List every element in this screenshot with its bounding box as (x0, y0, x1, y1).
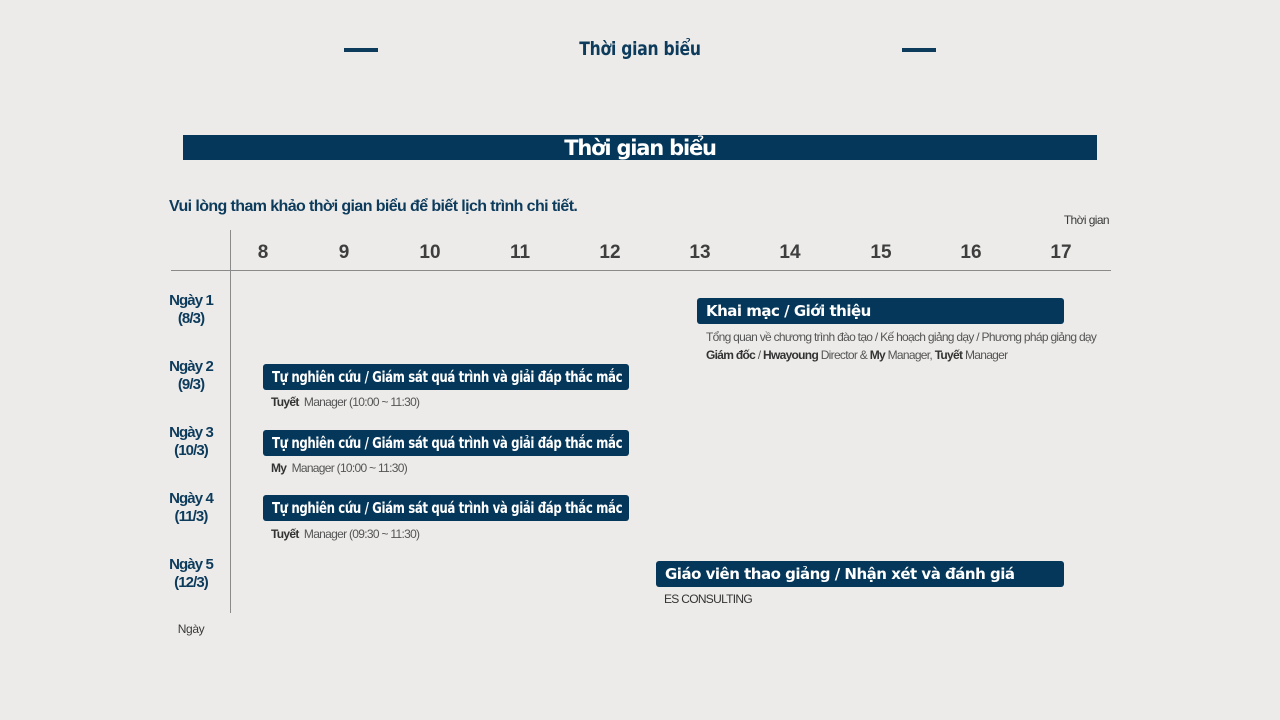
presenter-role: / (755, 348, 763, 362)
presenter-name: Tuyết (271, 395, 299, 409)
hour-label-15: 15 (870, 242, 892, 263)
day-date: (12/3) (174, 574, 208, 591)
hour-label-8: 8 (257, 242, 269, 263)
event-title: Tự nghiên cứu / Giám sát quá trình và giải đáp thắc mắc (272, 499, 623, 517)
event-description: Tổng quan về chương trình đào tạo / Kế hoạch giảng dạy / Phương pháp giảng dạy (706, 330, 1097, 344)
presenter-name: My (271, 461, 287, 475)
event-bar-opening (697, 298, 1064, 324)
day-name: Ngày 4 (169, 490, 213, 507)
day-name: Ngày 3 (169, 424, 213, 441)
day-label-5 (160, 556, 222, 592)
day-axis-label: Ngày (177, 622, 205, 636)
hour-label-13: 13 (689, 242, 711, 263)
event-title: Tự nghiên cứu / Giám sát quá trình và giải đáp thắc mắc (272, 434, 623, 452)
event-bar-self-study (263, 495, 629, 521)
day-date: (10/3) (174, 442, 208, 459)
banner-title: Thời gian biểu (564, 135, 716, 160)
day-date: (9/3) (177, 376, 205, 393)
page-title: Thời gian biểu (579, 38, 701, 60)
presenter-role: Director & (818, 348, 870, 362)
hour-label-12: 12 (599, 242, 621, 263)
event-presenter (271, 395, 419, 409)
event-presenter (664, 592, 752, 606)
schedule-intro: Vui lòng tham khảo thời gian biểu để biết lịch trình chi tiết. (169, 198, 578, 215)
presenter-name: My (869, 348, 885, 362)
event-bar-teaching-demo (656, 561, 1064, 587)
event-presenter (271, 461, 407, 475)
presenter-name: Tuyết (271, 527, 299, 541)
title-dash-left (344, 48, 378, 52)
schedule-banner (183, 135, 1097, 160)
event-title: Tự nghiên cứu / Giám sát quá trình và giải đáp thắc mắc (272, 368, 623, 386)
event-time: Manager (09:30 ~ 11:30) (303, 527, 420, 541)
event-time: Manager (10:00 ~ 11:30) (303, 395, 420, 409)
presenter-role: Manager, (884, 348, 935, 362)
day-label-4 (160, 490, 222, 526)
day-date: (8/3) (177, 310, 205, 327)
presenter-name: Tuyết (934, 348, 963, 362)
presenter-role: Manager (962, 348, 1008, 362)
event-title: Khai mạc / Giới thiệu (706, 302, 871, 320)
presenter-name: ES CONSULTING (664, 592, 753, 606)
hour-label-17: 17 (1050, 242, 1072, 263)
day-name: Ngày 1 (169, 292, 213, 309)
time-axis-label: Thời gian (1063, 213, 1109, 227)
day-label-2 (160, 358, 222, 394)
day-label-3 (160, 424, 222, 460)
hour-label-11: 11 (509, 242, 531, 263)
day-name: Ngày 5 (169, 556, 213, 573)
event-bar-self-study (263, 364, 629, 390)
day-label-1 (160, 292, 222, 328)
day-name: Ngày 2 (169, 358, 213, 375)
day-axis-line (230, 230, 231, 613)
presenter-name: Giám đốc (706, 348, 756, 362)
hour-label-10: 10 (419, 242, 441, 263)
event-time: Manager (10:00 ~ 11:30) (291, 461, 407, 475)
presenter-name: Hwayoung (763, 348, 819, 362)
title-dash-right (902, 48, 936, 52)
event-presenter (271, 527, 419, 541)
hour-label-14: 14 (779, 242, 801, 263)
hour-label-16: 16 (960, 242, 982, 263)
event-bar-self-study (263, 430, 629, 456)
event-title: Giáo viên thao giảng / Nhận xét và đánh giá (665, 565, 1015, 583)
time-axis-line (171, 270, 1111, 271)
day-date: (11/3) (174, 508, 208, 525)
hour-label-9: 9 (338, 242, 350, 263)
event-presenters (706, 348, 1007, 362)
